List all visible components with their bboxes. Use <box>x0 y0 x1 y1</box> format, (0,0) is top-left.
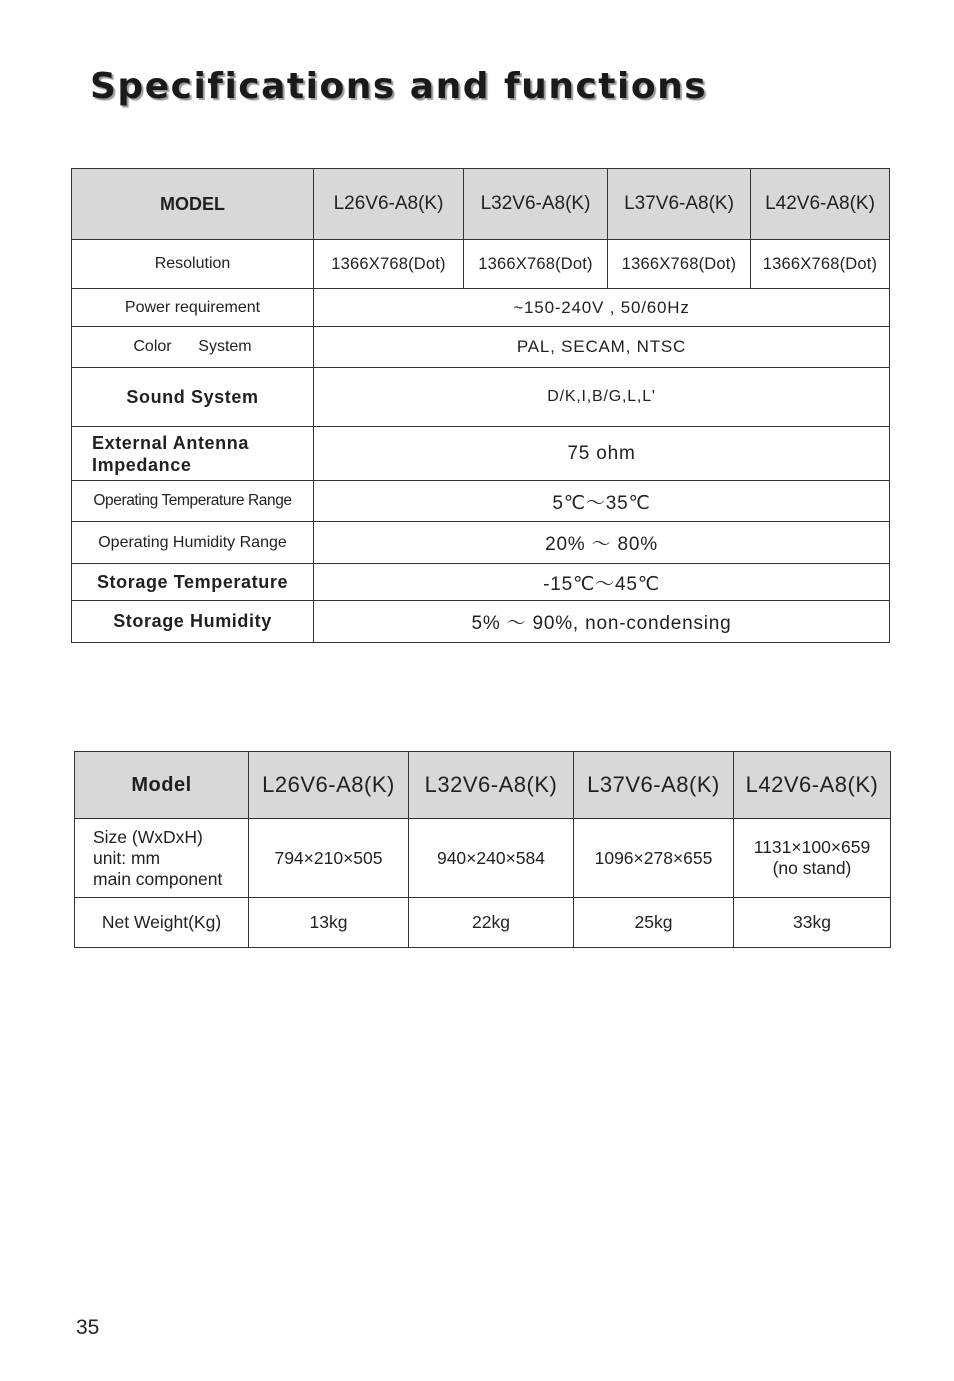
size-value: 1096×278×655 <box>574 819 734 898</box>
operating-temperature-value: 5℃～35℃ <box>314 481 890 522</box>
antenna-label-line: External Antenna <box>92 432 249 453</box>
resolution-row <box>72 240 890 289</box>
model-name: L26V6-A8(K) <box>314 169 464 240</box>
dimensions-table <box>74 751 891 948</box>
dims-header-row <box>75 752 891 819</box>
resolution-value: 1366X768(Dot) <box>464 240 608 289</box>
antenna-value: 75 ohm <box>314 427 890 481</box>
model-header: Model <box>75 752 249 819</box>
color-system-value: PAL, SECAM, NTSC <box>314 327 890 368</box>
size-label-line: main component <box>93 868 223 889</box>
weight-label: Net Weight(Kg) <box>75 898 249 948</box>
size-value: 794×210×505 <box>249 819 409 898</box>
resolution-value: 1366X768(Dot) <box>314 240 464 289</box>
size-value: 940×240×584 <box>409 819 574 898</box>
storage-humidity-value: 5% ～ 90%, non-condensing <box>314 601 890 643</box>
storage-temperature-row <box>72 564 890 601</box>
model-name: L32V6-A8(K) <box>464 169 608 240</box>
power-label: Power requirement <box>72 289 314 327</box>
model-name: L26V6-A8(K) <box>249 752 409 819</box>
power-value: ~150-240V , 50/60Hz <box>314 289 890 327</box>
weight-value: 13kg <box>249 898 409 948</box>
page-number: 35 <box>76 1316 100 1339</box>
storage-temperature-value: -15℃～45℃ <box>314 564 890 601</box>
spec-header-row <box>72 169 890 240</box>
sound-system-row <box>72 368 890 427</box>
weight-value: 25kg <box>574 898 734 948</box>
model-name: L42V6-A8(K) <box>734 752 891 819</box>
page-title: Specifications and functions <box>90 66 708 107</box>
operating-temperature-row <box>72 481 890 522</box>
weight-row <box>75 898 891 948</box>
sound-system-label: Sound System <box>72 368 314 427</box>
size-label <box>75 819 249 898</box>
operating-humidity-row <box>72 522 890 564</box>
resolution-label: Resolution <box>72 240 314 289</box>
operating-humidity-value: 20% ～ 80% <box>314 522 890 564</box>
operating-humidity-label: Operating Humidity Range <box>72 522 314 564</box>
operating-temperature-label: Operating Temperature Range <box>72 481 314 522</box>
weight-value: 33kg <box>734 898 891 948</box>
model-name: L32V6-A8(K) <box>409 752 574 819</box>
size-label-line: Size (WxDxH) <box>93 826 203 847</box>
weight-value: 22kg <box>409 898 574 948</box>
resolution-value: 1366X768(Dot) <box>608 240 751 289</box>
specifications-table <box>71 168 890 643</box>
model-header: MODEL <box>72 169 314 240</box>
power-row <box>72 289 890 327</box>
storage-humidity-row <box>72 601 890 643</box>
storage-humidity-label: Storage Humidity <box>72 601 314 643</box>
model-name: L37V6-A8(K) <box>608 169 751 240</box>
antenna-label <box>72 427 314 481</box>
model-name: L37V6-A8(K) <box>574 752 734 819</box>
storage-temperature-label: Storage Temperature <box>72 564 314 601</box>
antenna-label-line: Impedance <box>92 454 192 475</box>
color-system-label: Color System <box>72 327 314 368</box>
model-name: L42V6-A8(K) <box>751 169 890 240</box>
size-value <box>734 819 891 898</box>
size-note: (no stand) <box>772 858 852 878</box>
size-value-text: 1131×100×659 <box>753 837 871 857</box>
size-row <box>75 819 891 898</box>
antenna-row <box>72 427 890 481</box>
resolution-value: 1366X768(Dot) <box>751 240 890 289</box>
sound-system-value: D/K,I,B/G,L,L' <box>314 368 890 427</box>
size-label-line: unit: mm <box>93 847 161 868</box>
color-system-row <box>72 327 890 368</box>
